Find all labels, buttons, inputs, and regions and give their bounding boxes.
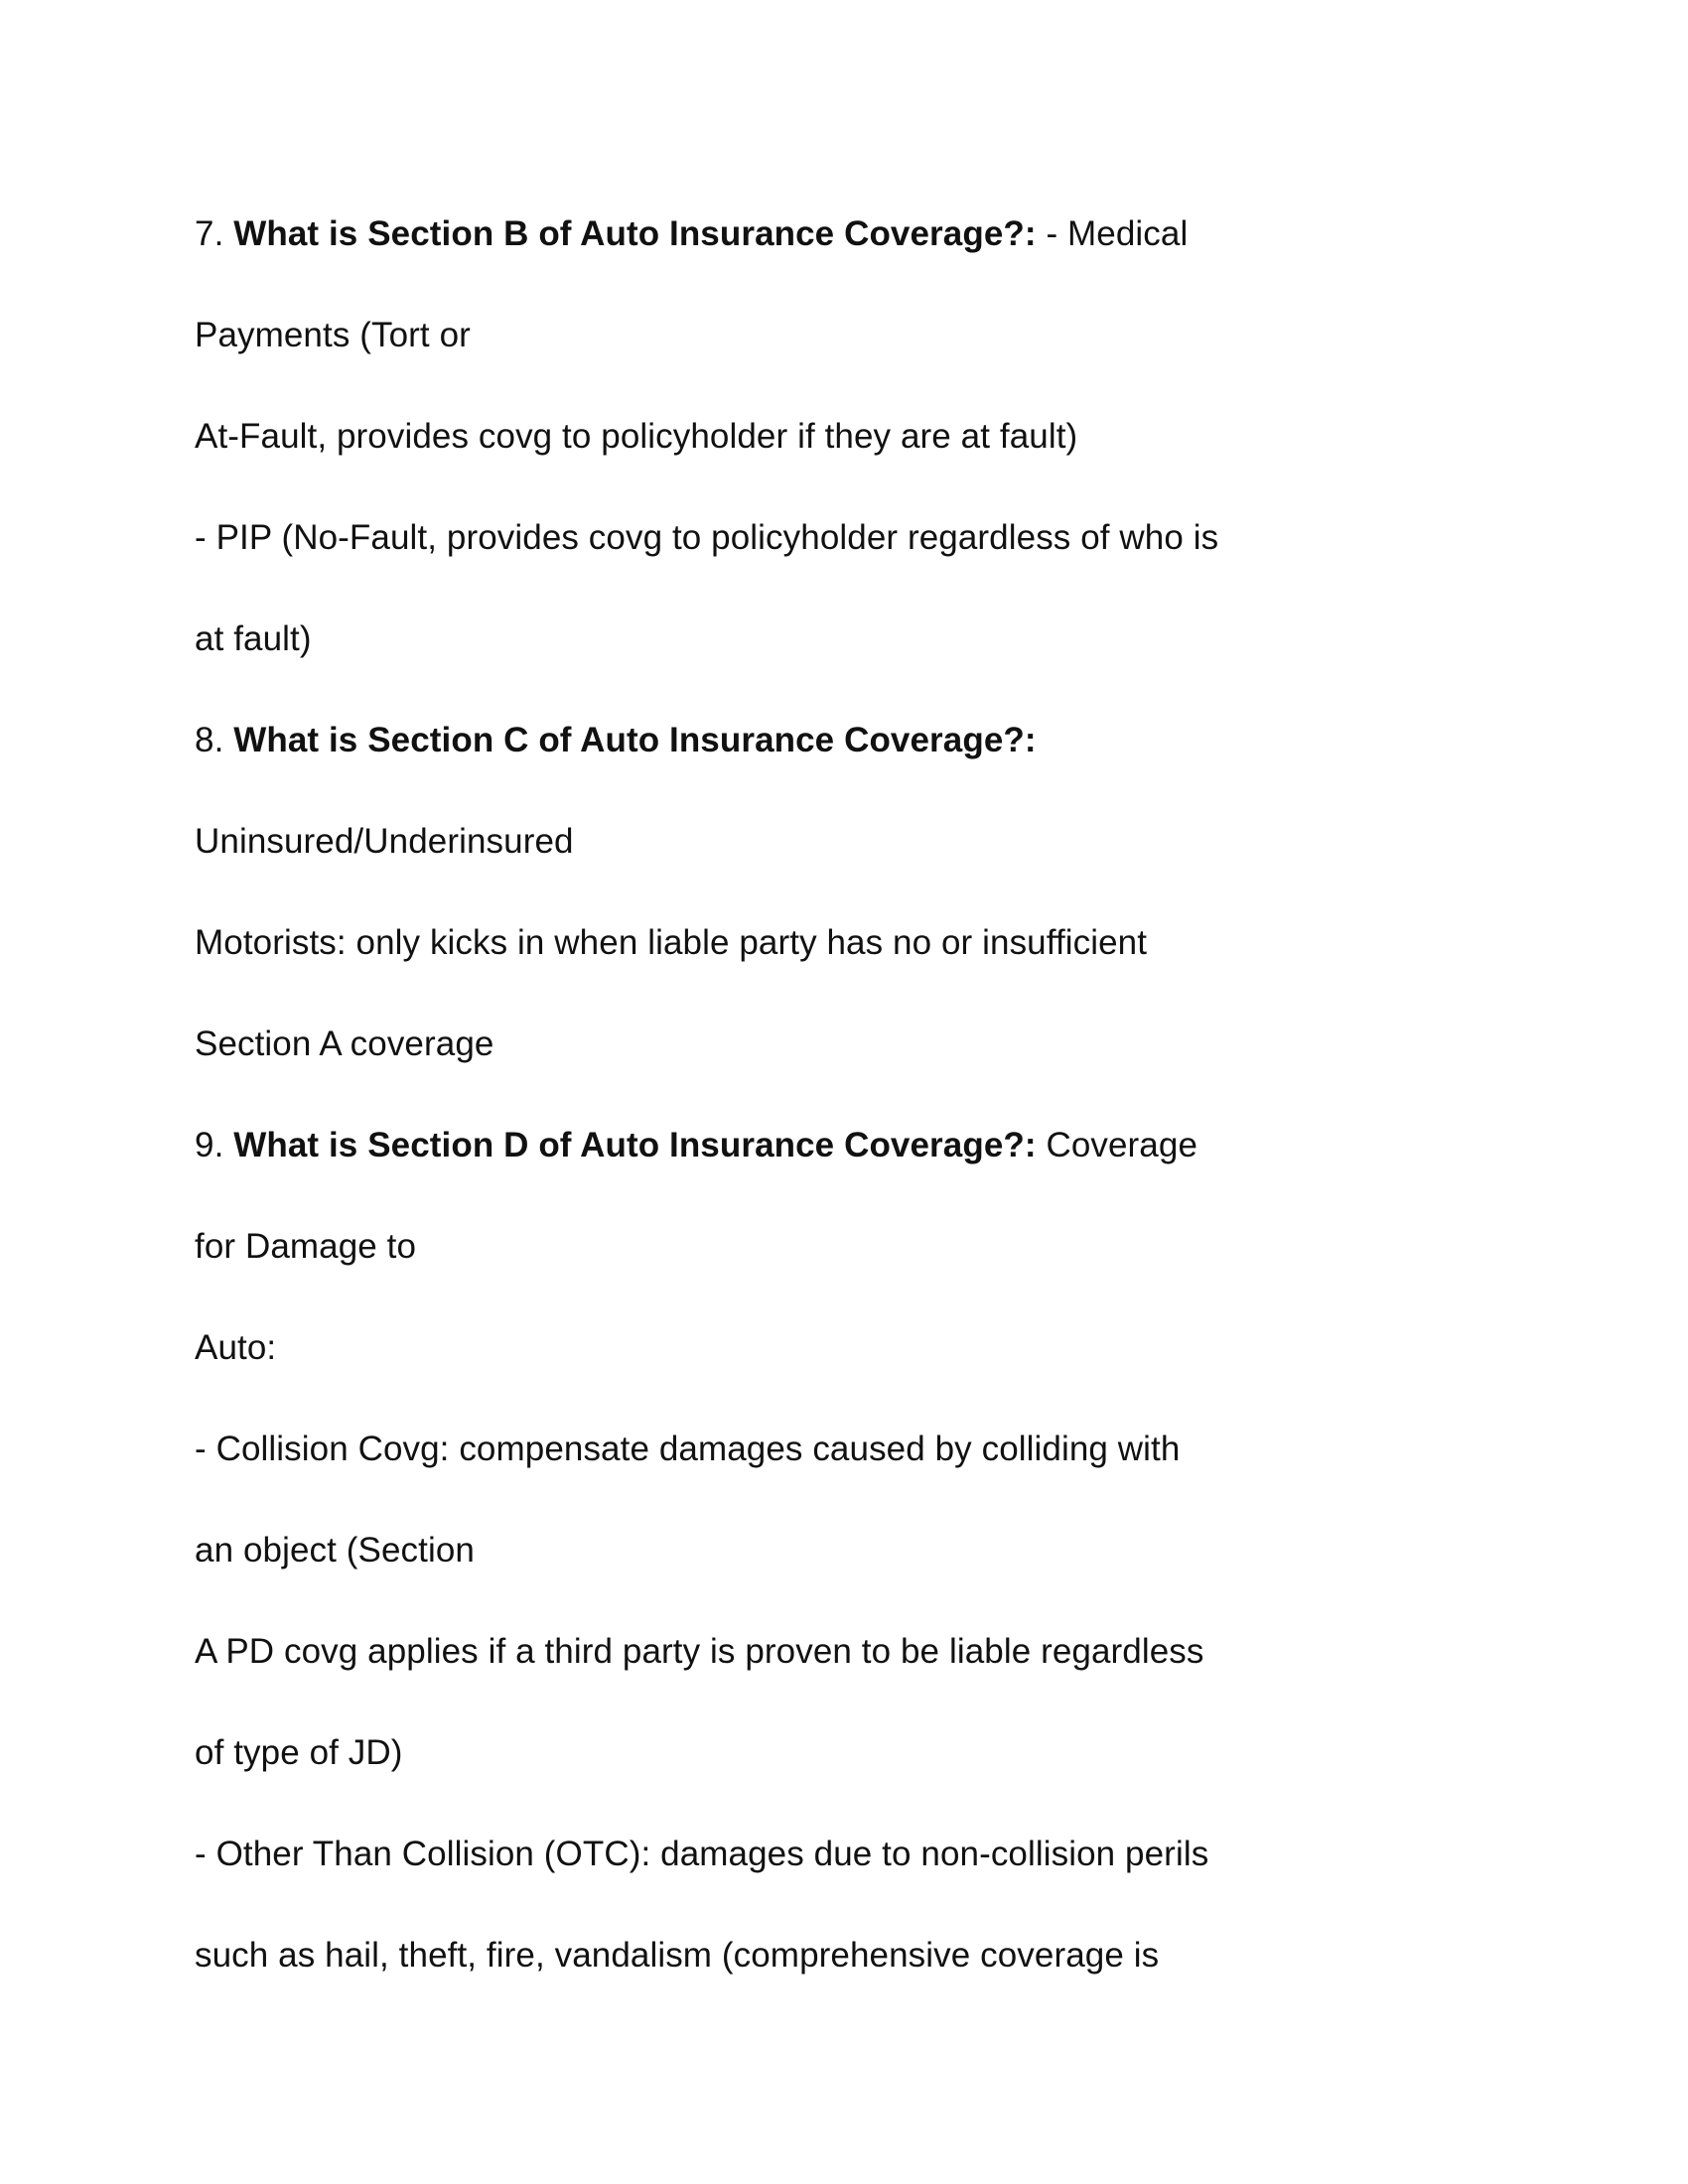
question-text: What is Section D of Auto Insurance Coverage?: [233, 1126, 1037, 1164]
text-line: Section A coverage [195, 1024, 494, 1063]
qa-line [195, 690, 1494, 791]
text-line: Payments (Tort or [195, 316, 471, 354]
text-line: Motorists: only kicks in when liable party has no or insufficient [195, 923, 1148, 962]
text-line: - Collision Covg: compensate damages caused by colliding with [195, 1430, 1181, 1468]
answer-text: Coverage [1036, 1126, 1198, 1164]
text-line: for Damage to [195, 1227, 417, 1266]
answer-text: - Medical [1046, 214, 1189, 253]
text-line: Uninsured/Underinsured [195, 822, 574, 861]
question-number: 8. [195, 721, 224, 759]
question-number: 9. [195, 1126, 224, 1164]
text-line: - Other Than Collision (OTC): damages due to non-collision perils [195, 1835, 1209, 1873]
text-line: of type of JD) [195, 1733, 403, 1772]
question-number: 7. [195, 214, 224, 253]
question-text: What is Section B of Auto Insurance Coverage?: [233, 214, 1037, 253]
qa-line [195, 1095, 1494, 1196]
question-text: What is Section C of Auto Insurance Coverage?: [233, 721, 1037, 759]
qa-line [195, 184, 1494, 285]
text-line: such as hail, theft, fire, vandalism (comprehensive coverage is [195, 1936, 1160, 1975]
document-body [195, 184, 1494, 2006]
text-line: an object (Section [195, 1531, 475, 1570]
text-line: At-Fault, provides covg to policyholder if they are at fault) [195, 417, 1078, 456]
text-line: Auto: [195, 1328, 277, 1367]
text-line: at fault) [195, 619, 312, 658]
text-line: A PD covg applies if a third party is proven to be liable regardless [195, 1632, 1204, 1671]
text-line: - PIP (No-Fault, provides covg to policyholder regardless of who is [195, 518, 1219, 557]
